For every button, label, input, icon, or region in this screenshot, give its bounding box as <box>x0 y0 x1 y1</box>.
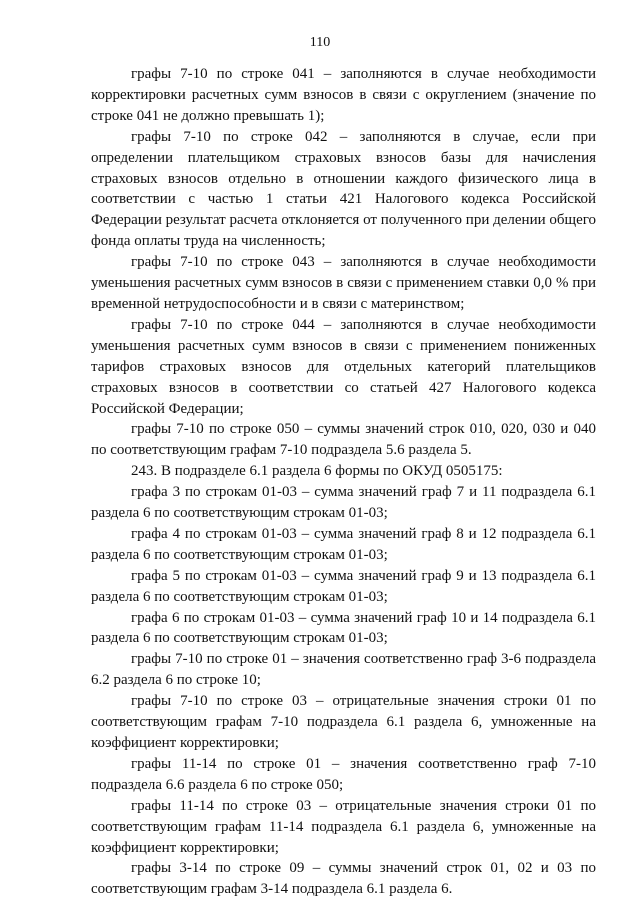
paragraph: графы 7-10 по строке 03 – отрицательные значения строки 01 по соответствующим графам 7-10 подраздела 6.1 раздела 6, умноженные на коэффициент корректировки; <box>91 693 596 751</box>
paragraph: графы 7-10 по строке 01 – значения соответственно граф 3-6 подраздела 6.2 раздела 6 по строке 10; <box>91 651 596 689</box>
paragraph: 243. В подразделе 6.1 раздела 6 формы по ОКУД 0505175: <box>131 463 503 480</box>
paragraph: графа 3 по строкам 01-03 – сумма значений граф 7 и 11 подраздела 6.1 раздела 6 по соответствующим строкам 01-03; <box>91 484 596 522</box>
page-number: 110 <box>309 35 331 50</box>
paragraph: графы 7-10 по строке 050 – суммы значений строк 010, 020, 030 и 040 по соответствующим графам 7-10 подраздела 5.6 раздела 5. <box>91 421 596 459</box>
paragraph: графа 4 по строкам 01-03 – сумма значений граф 8 и 12 подраздела 6.1 раздела 6 по соответствующим строкам 01-03; <box>91 525 596 563</box>
paragraph: графы 7-10 по строке 041 – заполняются в случае необходимости корректировки расчетных сумм взносов в связи с округлением (значение по строке 041 не должно превышать 1); <box>91 66 596 124</box>
paragraph: графы 7-10 по строке 044 – заполняются в случае необходимости уменьшения расчетных сумм взносов в связи с применением пониженных тарифов страховых взносов для отдельных категорий плательщиков страховых взносов в соответствии со статьей 427 Налогового кодекса Российской Федерации; <box>91 316 596 417</box>
paragraph: графы 7-10 по строке 043 – заполняются в случае необходимости уменьшения расчетных сумм взносов в связи с применением ставки 0,0 % при временной нетрудоспособности и в связи с материнством; <box>91 254 596 312</box>
paragraph: графы 3-14 по строке 09 – суммы значений строк 01, 02 и 03 по соответствующим графам 3-14 подраздела 6.1 раздела 6. <box>91 860 596 898</box>
document-body <box>91 64 596 900</box>
paragraph: графы 7-10 по строке 042 – заполняются в случае, если при определении плательщиком страховых взносов базы для начисления страховых взносов отдельно в отношении каждого физического лица в соответствии с частью 1 статьи 421 Налогового кодекса Российской Федерации результат расчета отклоняется от полученного при делении общего фонда оплаты труда на численность; <box>91 128 596 250</box>
paragraph: графа 5 по строкам 01-03 – сумма значений граф 9 и 13 подраздела 6.1 раздела 6 по соответствующим строкам 01-03; <box>91 567 596 605</box>
paragraph: графа 6 по строкам 01-03 – сумма значений граф 10 и 14 подраздела 6.1 раздела 6 по соответствующим строкам 01-03; <box>91 609 596 647</box>
paragraph: графы 11-14 по строке 01 – значения соответственно граф 7-10 подраздела 6.6 раздела 6 по строке 050; <box>91 755 596 793</box>
paragraph: графы 11-14 по строке 03 – отрицательные значения строки 01 по соответствующим графам 11-14 подраздела 6.1 раздела 6, умноженные на коэффициент корректировки; <box>91 797 596 856</box>
